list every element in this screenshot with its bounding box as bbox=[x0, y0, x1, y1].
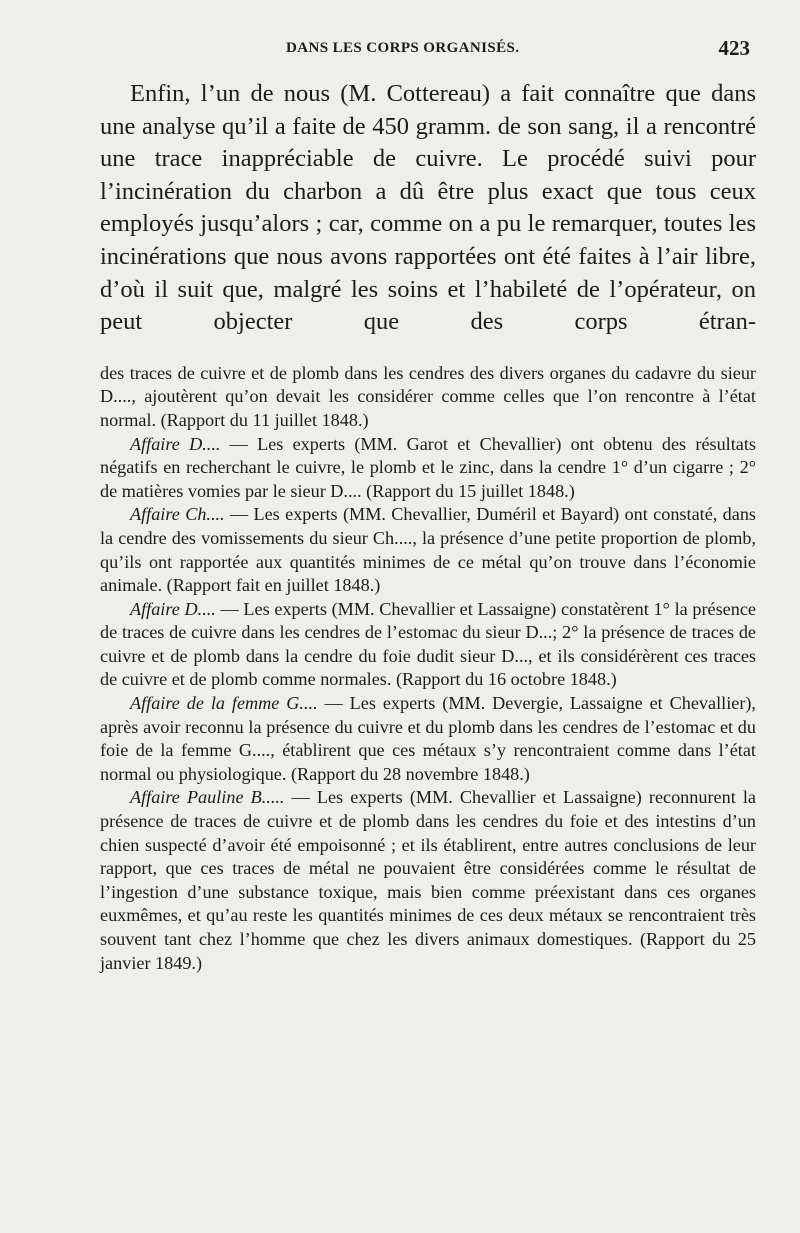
case-note bbox=[100, 503, 756, 597]
page-header bbox=[100, 36, 756, 70]
case-note bbox=[100, 598, 756, 692]
case-note bbox=[100, 433, 756, 504]
case-text: — Les experts (MM. Chevallier et Lassaigne) reconnurent la présence de traces de cuivre et de plomb dans les cendres du foie et des intestins d’un chien suspecté d’avoir été empoisonné ; et ils établirent, entre autres conclusions de leur rapport, que ces traces de métal ne pouvaient être considérées comme le résultat de l’ingestion d’une substance toxique, mais bien comme préexistant dans ces organes euxmêmes, et qu’au reste les quantités minimes de ces deux métaux se rencontraient très souvent tant chez l’homme que chez les divers animaux domestiques. (Rapport du 25 janvier 1849.) bbox=[100, 787, 756, 973]
case-name: Affaire Pauline B..... bbox=[130, 787, 285, 808]
running-head: DANS LES CORPS ORGANISÉS. bbox=[286, 40, 520, 56]
case-name: Affaire D.... bbox=[130, 433, 221, 454]
page-number: 423 bbox=[718, 36, 750, 60]
case-text: — Les experts (MM. Chevallier et Lassaigne) constatèrent 1° la présence de traces de cuivre dans les cendres de l’estomac du sieur D...; 2° la présence de traces de cuivre et de plomb dans la cendre du foie dudit sieur D..., et ils considérèrent ces traces de cuivre et de plomb comme normales. (Rapport du 16 octobre 1848.) bbox=[100, 598, 756, 690]
case-text: — Les experts (MM. Garot et Chevallier) ont obtenu des résultats négatifs en recherchant le cuivre, le plomb et le zinc, dans la cendre 1° d’un cigarre ; 2° de matières vomies par le sieur D.... (Rapport du 15 juillet 1848.) bbox=[100, 433, 756, 501]
footnote-continuation: des traces de cuivre et de plomb dans les cendres des divers organes du cadavre du sieur D...., ajoutèrent qu’on devait les considérer comme celles que l’on rencontre à l’état normal. (Rapport du 11 juillet 1848.) bbox=[100, 362, 756, 430]
case-text: — Les experts (MM. Devergie, Lassaigne et Chevallier), après avoir reconnu la présence du cuivre et du plomb dans les cendres de l’estomac et du foie de la femme G...., établirent que ces métaux s’y rencontraient comme dans l’état normal ou physiologique. (Rapport du 28 novembre 1848.) bbox=[100, 693, 756, 784]
footnotes bbox=[100, 362, 756, 975]
case-text: — Les experts (MM. Chevallier, Duméril et Bayard) ont constaté, dans la cendre des vomissements du sieur Ch...., la présence d’une petite proportion de plomb, qu’ils ont rapportée aux quantités minimes de ce métal qu’on trouve dans l’économie animale. (Rapport fait en juillet 1848.) bbox=[100, 504, 757, 596]
case-note bbox=[100, 786, 756, 975]
main-paragraph: Enfin, l’un de nous (M. Cottereau) a fait connaître que dans une analyse qu’il a faite de 450 gramm. de son sang, il a rencontré une trace inappréciable de cuivre. Le procédé suivi pour l’incinération du charbon a dû être plus exact que tous ceux employés jusqu’alors ; car, comme on a pu le remarquer, toutes les incinérations que nous avons rapportées ont été faites à l’air libre, d’où il suit que, malgré les soins et l’habileté de l’opérateur, on peut objecter que des corps étran- bbox=[100, 80, 756, 336]
case-name: Affaire D.... bbox=[130, 598, 216, 619]
case-note bbox=[100, 692, 756, 786]
case-name: Affaire Ch.... bbox=[130, 504, 225, 525]
case-name: Affaire de la femme G.... bbox=[130, 693, 318, 714]
